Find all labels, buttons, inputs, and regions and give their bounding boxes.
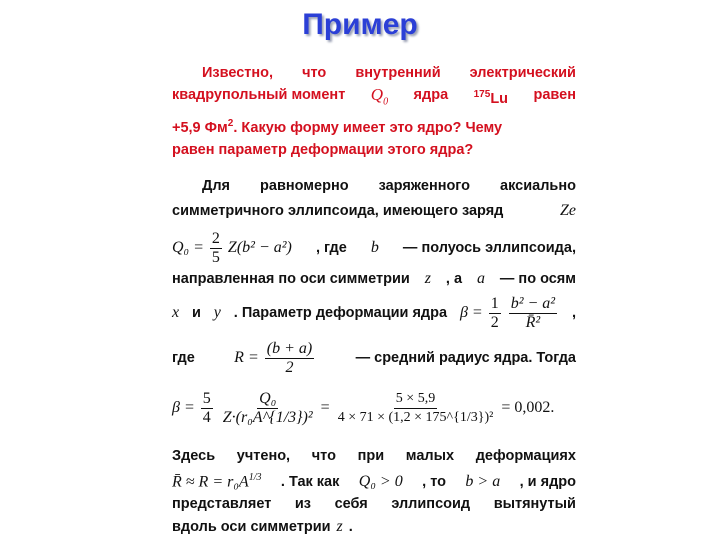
problem-line-2: квадрупольный момент $Q_0$ ядра $^{175}$Lu равен <box>172 85 576 108</box>
solution-line-11: представляет из себя эллипсоид вытянутый <box>172 496 576 512</box>
problem-line-3: +5,9 $Фм^2$. Какую форму имеет это ядро? Чему <box>172 118 503 137</box>
beta-calculation: β = $\frac{5}{4}$ $\frac{\text{Q₀}}{\text{Z·(r₀A\textasciicircum{}\{1/3\})²}}$ = $\frac{5 \times 5,9}{\text{4 × 71 × (1,2 × 175\textasciicircum{}\{1/3\})²}}$ = 0,002. <box>172 389 555 426</box>
solution-line-1: Для равномерно заряженного аксиально <box>202 178 576 194</box>
charge-formula: Q₀ = $\frac{2}{5}$ Z(b² − a²) , где b — полуось эллипсоида, <box>172 229 576 266</box>
problem-statement <box>172 62 576 161</box>
solution-line-12: вдоль оси симметрии z . <box>172 518 353 535</box>
solution-line-10: R̄ ≈ $R = r_0A^{1/3}$ . Так как Q₀ > 0 , то b > a , и ядро <box>172 472 576 491</box>
problem-line-4: равен параметр деформации этого ядра? <box>172 142 474 159</box>
mean-radius-line: где R = $\frac{(b + a)}{2}$ — средний радиус ядра. Тогда <box>172 339 576 376</box>
solution-line-2: симметричного эллипсоида, имеющего заряд Ze <box>172 202 576 219</box>
deformation-parameter-line: x и y . Параметр деформации ядра β = $\frac{1}{2}$ $\frac{\text{b² − a²}}{\text{R̄²}}$ , <box>172 294 576 331</box>
solution-line-4: направленная по оси симметрии z , а a — по осям <box>172 270 576 287</box>
solution <box>172 178 576 538</box>
solution-line-9: Здесь учтено, что при малых деформациях <box>172 448 576 464</box>
problem-line-1: Известно, что внутренний электрический <box>202 65 576 81</box>
page-title: Пример <box>302 8 418 41</box>
